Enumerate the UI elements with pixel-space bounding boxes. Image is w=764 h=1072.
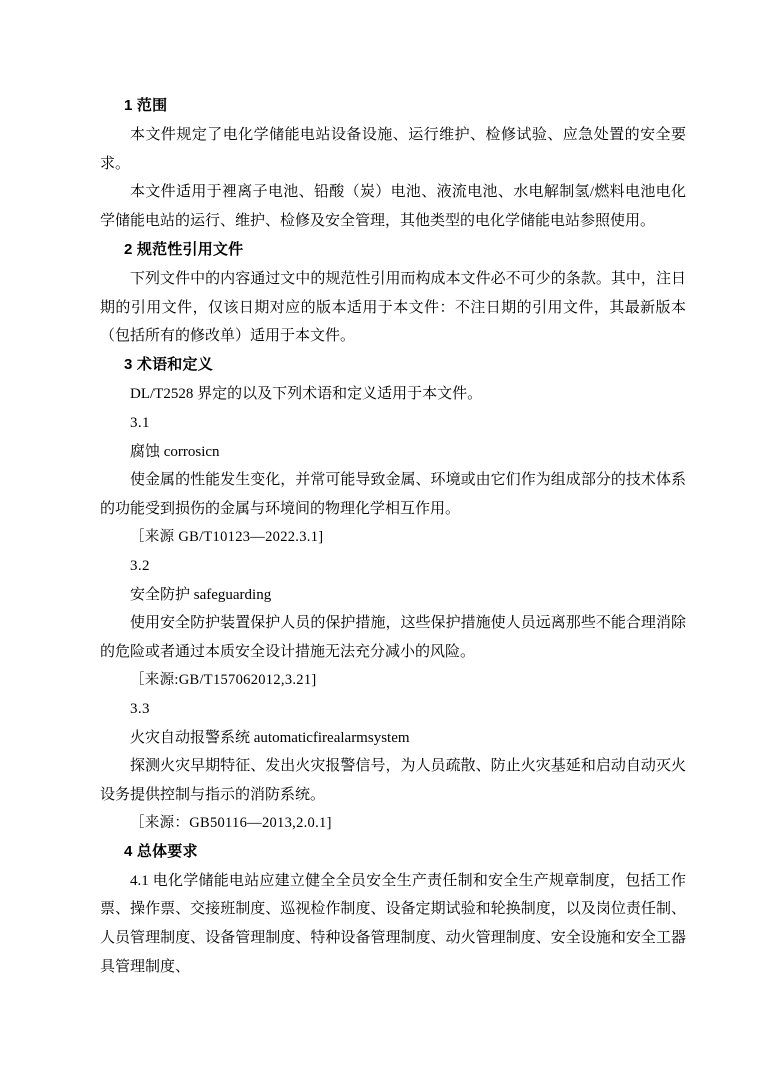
paragraph-safeguarding-definition: 使用安全防护装置保护人员的保护措施，这些保护措施使人员远离那些不能合理消除的危险或者通过本质安全设计措施无法充分减小的风险。: [100, 615, 686, 661]
section-heading-4: 4 总体要求: [124, 842, 198, 860]
section-heading-3: 3 术语和定义: [124, 356, 213, 374]
source-reference-3-3: ［来源：GB50116—2013,2.0.1]: [130, 814, 332, 831]
paragraph-fire-alarm-definition: 探测火灾早期特征、发出火灾报警信号，为人员疏散、防止火灾基延和启动自动灭火设务提供控制与指示的消防系统。: [100, 758, 686, 804]
clause-number-3-2: 3.2: [130, 557, 150, 574]
paragraph-terms-intro: DL/T2528 界定的以及下列术语和定义适用于本文件。: [130, 385, 483, 402]
paragraph-scope-2: 本文件适用于裡离子电池、铅酸（炭）电池、液流电池、水电解制氢/燃料电池电化学储能电站的运行、维护、检修及安全管理，其他类型的电化学储能电站参照使用。: [100, 184, 686, 230]
term-safeguarding: 安全防护 safeguarding: [130, 586, 272, 603]
paragraph-normative-refs: 下列文件中的内容通过文中的规范性引用而构成本文件必不可少的条款。其中，注日期的引用文件，仅该日期对应的版本适用于本文件：不注日期的引用文件，其最新版本（包括所有的修改单）适用于本文件。: [100, 270, 686, 345]
term-corrosion: 腐蚀 corrosicn: [130, 443, 220, 460]
clause-number-3-3: 3.3: [130, 700, 150, 717]
paragraph-scope-1: 本文件规定了电化学储能电站设备设施、运行维护、检修试验、应急处置的安全要求。: [100, 126, 686, 172]
document-body: [100, 92, 686, 982]
term-fire-alarm-system: 火灾自动报警系统 automaticfirealarmsystem: [130, 729, 410, 746]
paragraph-corrosion-definition: 使金属的性能发生变化，并常可能导致金属、环境或由它们作为组成部分的技术体系的功能受到损伤的金属与环境间的物理化学相互作用。: [100, 472, 686, 518]
source-reference-3-1: ［来源 GB/T10123—2022.3.1]: [130, 528, 324, 545]
section-heading-2: 2 规范性引用文件: [124, 240, 244, 258]
clause-number-3-1: 3.1: [130, 414, 150, 431]
paragraph-4-1: 4.1 电化学储能电站应建立健全全员安全生产责任制和安全生产规章制度，包括工作票、操作票、交接班制度、巡视检作制度、设备定期试验和轮换制度，以及岗位责任制、人员管理制度、设备管理制度、特种设备管理制度、动火管理制度、安全设施和安全工器具管理制度、: [100, 872, 686, 975]
source-reference-3-2: ［来源:GB/T157062012,3.21]: [130, 671, 317, 688]
section-heading-1: 1 范围: [124, 97, 168, 114]
